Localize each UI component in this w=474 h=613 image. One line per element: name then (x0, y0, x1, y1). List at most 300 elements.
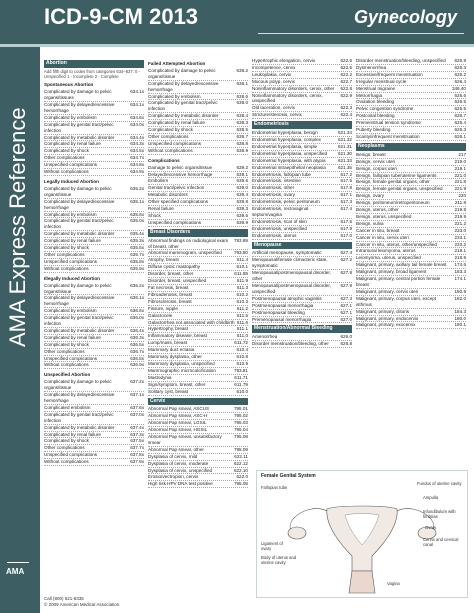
code-row (148, 100, 248, 113)
code-row (148, 113, 248, 120)
code-row (44, 362, 144, 369)
code-row (148, 165, 248, 172)
subsection-title: Unspecified Abortion (44, 372, 91, 378)
code-value: 635.7x (130, 251, 144, 257)
code-value: 233.2 (454, 241, 466, 247)
code-row (356, 166, 466, 173)
code-row (44, 425, 144, 432)
code-label: Malignant, primary, cervix uteri (356, 288, 419, 294)
code-value: 233.0 (454, 227, 466, 233)
code-row (356, 113, 466, 120)
code-value: 795.01 (233, 406, 248, 412)
column-menstruation-neoplasms (356, 58, 466, 329)
code-value: 610.8 (236, 354, 248, 360)
code-label: Abnormal Pap smear, ASCUS (148, 406, 210, 412)
code-label: Erosion/ectropion, cervix (148, 474, 199, 480)
code-label: Abnormal Pap smear, LGSIL (148, 420, 207, 426)
code-row (356, 79, 466, 86)
code-label: Malignant, primary, clitoris (356, 308, 410, 314)
code-label: High risk HPV DNA test positive (148, 481, 213, 487)
code-value: 638.1 (236, 80, 248, 86)
code-row (148, 134, 248, 141)
code-row (356, 276, 466, 289)
code-label: Benign, uterus, other (356, 207, 399, 213)
code-value: 617.4 (340, 206, 352, 212)
code-value: 617.2 (340, 171, 352, 177)
code-value: 636.8x (130, 355, 144, 361)
code-value: 621.33 (337, 157, 352, 163)
code-value: 622.11 (234, 453, 248, 459)
code-value: 793.80 (233, 250, 248, 256)
code-label: Endometrial hyperplasia, complex (252, 136, 321, 142)
code-row (356, 235, 466, 242)
specialty-title: Gynecology (354, 7, 458, 27)
code-label: Fibroadenosis, breast (148, 291, 193, 297)
code-row (44, 328, 144, 335)
code-row (252, 151, 352, 158)
code-label: Leukoplakia, cervix (252, 71, 292, 77)
code-row (44, 295, 144, 308)
code-label: Mastodynia (148, 374, 172, 380)
label-ampulla: Ampulla (423, 495, 439, 500)
code-label: Postcoital bleeding (356, 113, 395, 119)
code-row (252, 72, 352, 79)
code-label: Leiomyoma, uterus, unspecified (356, 255, 421, 261)
code-value: 626.4 (454, 78, 466, 84)
code-value: 183.3 (454, 269, 466, 275)
code-label: Menopausal/postmenopausal disorder, other (252, 270, 331, 282)
code-label: Dysplasia of cervix, moderate (148, 460, 209, 466)
code-row (148, 81, 248, 94)
code-value: 637.9x (130, 459, 144, 465)
code-row (148, 313, 248, 320)
code-label: Hypertrophic elongation, cervix (252, 58, 316, 63)
code-label: Mammary duct ectasia (148, 347, 195, 353)
code-value: 610.0 (236, 388, 248, 394)
code-row (252, 283, 352, 296)
footer-phone: Call (800) 621-8335 (44, 596, 84, 601)
code-label: Sign/symptom, breast, other (148, 381, 206, 387)
code-label: Old laceration, cervix (252, 105, 295, 111)
code-row (148, 285, 248, 292)
female-genital-system-figure (256, 470, 468, 598)
code-value: 635.0x (130, 218, 144, 224)
code-value: 637.7x (130, 445, 144, 451)
code-value: 634.3x (130, 141, 144, 147)
code-label: Malignant, primary, central portion female breast (356, 276, 441, 287)
code-label: Benign, breast (356, 151, 386, 157)
code-value: 639.0 (236, 185, 248, 191)
code-value: 636.9x (130, 362, 144, 368)
code-row (44, 335, 144, 342)
code-row (148, 340, 248, 347)
code-label: Disorder menstruation/bleeding, unspecified (356, 58, 446, 63)
code-label: Without complications (44, 265, 89, 271)
section-header: Endometriosis (252, 121, 352, 129)
code-value: 610.3 (236, 298, 248, 304)
code-row (148, 461, 248, 468)
code-label: Ovulation bleeding (356, 99, 395, 105)
code-label: Complicated by damage to pelvic organs/tissue (44, 282, 112, 294)
code-row (44, 445, 144, 452)
code-label: Complicated by renal failure (44, 334, 101, 340)
code-row (252, 185, 352, 192)
code-label: Premenstrual tension syndrome (356, 120, 421, 126)
code-label: Intramural leiomyoma, uterus (356, 248, 416, 254)
code-value: 635.3x (130, 238, 144, 244)
code-label: Benign, cervix uteri (356, 158, 396, 164)
code-row (44, 199, 144, 212)
code-label: Complicated by delayed/excessive hemorrhage (44, 102, 115, 113)
code-label: Fissure, nipple (148, 305, 178, 311)
code-value: 219.9 (454, 213, 466, 219)
code-label: Cancer in situ, cervix uteri (356, 234, 409, 240)
code-label: Endometrial hyperplasia, unspecified (252, 150, 328, 156)
code-label: Postmenopausal menorrhagia (252, 302, 314, 308)
code-label: Other complications (44, 348, 85, 354)
code-label: Abnormal Pap smear, HGSIL (148, 427, 208, 433)
code-value: 182.0 (454, 295, 466, 301)
code-value: 622.10 (233, 467, 248, 473)
code-label: Without complications (44, 169, 89, 175)
code-row (252, 270, 352, 283)
code-row (44, 342, 144, 349)
code-label: Complicated by metabolic disorder (44, 424, 115, 430)
code-label: Complicated by genital tract/pelvic infection (44, 315, 114, 327)
code-label: Complicated by metabolic disorder (44, 134, 115, 140)
code-row (148, 306, 248, 313)
code-value: 627.1 (340, 302, 352, 308)
code-label: Without complications (148, 147, 193, 153)
code-row (148, 434, 248, 447)
code-value: 627.1 (340, 309, 352, 315)
code-row (252, 112, 352, 119)
code-row (44, 459, 144, 466)
code-value: 610.1 (236, 264, 248, 270)
column-abortion (44, 58, 144, 466)
code-label: Endometrial hyperplasia, simple (252, 143, 318, 149)
code-value: 637.3x (130, 431, 144, 437)
code-row (148, 120, 248, 127)
code-label: Complicated by renal failure (44, 238, 101, 244)
label-fundus: Fundus of uterine cavity (417, 481, 462, 486)
code-row (148, 238, 248, 251)
code-value: 639.8 (236, 199, 248, 205)
code-value: 611.79 (234, 381, 248, 387)
code-value: 638.6 (236, 93, 248, 99)
code-value: 218.1 (454, 248, 466, 254)
code-label: Benign, ovary (356, 193, 385, 199)
code-value: 795.09 (233, 446, 248, 452)
code-value: 635.1x (130, 198, 144, 204)
code-label: Inflammatory disease, breast (148, 333, 207, 339)
code-value: 627.9 (340, 283, 352, 288)
code-row (44, 186, 144, 199)
code-value: 795.04 (233, 427, 248, 433)
code-value: 636.3x (130, 334, 144, 340)
code-value: 611.1 (236, 326, 248, 332)
code-row (44, 379, 144, 392)
code-row (44, 231, 144, 238)
code-value: 637.4x (130, 424, 144, 430)
code-label: Dysplasia of cervix, unspecified (148, 467, 213, 473)
code-row (252, 296, 352, 303)
code-row (148, 220, 248, 227)
code-label: Menopausal/female climacteric state, symptomatic (252, 257, 328, 269)
code-label: Scanty/infrequent menstruation (356, 133, 420, 139)
code-row (356, 173, 466, 180)
section-header: Abortion (44, 60, 144, 68)
code-label: Complicated by delayed/excessive hemorrhage (44, 198, 115, 210)
code-row (44, 308, 144, 315)
code-label: Unspecified complications (44, 258, 98, 264)
code-value: 637.8x (130, 452, 144, 458)
code-label: Disorder menstruation/bleeding, other (252, 341, 329, 347)
code-label: Disorder, breast, other (148, 271, 194, 277)
subsection-title: Spontaneous Abortion (44, 82, 94, 88)
code-value: 636.7x (130, 348, 144, 354)
code-row (44, 252, 144, 259)
code-row (252, 341, 352, 348)
code-value: 636.1x (130, 295, 144, 301)
code-label: Complicated embolism (44, 404, 91, 410)
code-row (148, 406, 248, 413)
code-value: 635.6x (130, 211, 144, 217)
code-row (148, 481, 248, 488)
code-row (356, 221, 466, 228)
code-row (148, 427, 248, 434)
code-row (148, 148, 248, 155)
code-row (148, 382, 248, 389)
code-label: Dysplasia of cervix, mild (148, 453, 198, 459)
code-value: 639.6 (236, 178, 248, 184)
code-row (252, 257, 352, 270)
code-label: Noninflammatory disorders, cervix, other (252, 85, 335, 91)
code-label: Postmenopausal atrophic vaginitis (252, 295, 322, 301)
code-label: Benign, female genital organs, other (356, 179, 430, 185)
section-header: Neoplasms (356, 143, 466, 151)
code-label: Complicated by shock (44, 245, 89, 251)
code-value: 626.8 (340, 341, 352, 347)
code-label: Genital tract/pelvic infection (148, 185, 205, 191)
code-value: 180.9 (454, 288, 466, 294)
code-label: Endometriosis, uterus (252, 232, 297, 238)
code-value: 639.9 (236, 219, 248, 225)
code-value: 634.5x (130, 148, 144, 154)
code-value: 611.5 (236, 312, 248, 318)
code-value: 622.4 (340, 112, 352, 118)
code-value: 346.40 (451, 85, 466, 91)
code-value: 622.9 (340, 92, 352, 98)
code-row (148, 413, 248, 420)
code-row (252, 206, 352, 219)
code-row (252, 303, 352, 310)
code-row (148, 94, 248, 101)
code-row (356, 179, 466, 186)
code-row (148, 178, 248, 185)
code-value: 217 (458, 151, 466, 157)
code-label: Complicated by embolism (44, 114, 97, 120)
label-cervix: Cervix and cervical canal (423, 537, 459, 547)
subsection-title: Illegally Induced Abortion (44, 275, 100, 281)
code-value: 634.4x (130, 134, 144, 140)
code-label: Benign, uterus, unspecified (356, 213, 412, 219)
code-value: 625.5 (454, 106, 466, 112)
code-row (252, 317, 352, 324)
code-row (148, 264, 248, 271)
code-label: Endometriosis, scar of skin (252, 218, 307, 224)
figure-title: Female Genital System (261, 473, 316, 479)
label-body-of-uterus: Body of uterus and uterine cavity (261, 555, 297, 565)
code-label: Endometrial hyperplasia, with atypia (252, 157, 326, 163)
code-label: Complicated by renal failure (44, 431, 101, 437)
code-value: 638.7 (236, 133, 248, 139)
code-row (356, 58, 466, 65)
code-row (252, 137, 352, 144)
code-label: Abnormal Pap smear, ASC-H (148, 413, 208, 419)
code-label: Premenopausal menorrhagia (252, 316, 312, 322)
code-value: 611.3 (236, 285, 248, 290)
code-row (356, 200, 466, 207)
code-label: Complicated by damage to pelvic organs/tissue (44, 379, 112, 391)
code-row (148, 375, 248, 382)
code-label: Fibrosclerosis, breast (148, 298, 192, 304)
label-ovary: Ovary (425, 525, 437, 530)
code-row (148, 326, 248, 333)
code-label: Complicated by metabolic disorder (44, 231, 115, 237)
code-label: Complicated by embolism (44, 211, 97, 217)
code-label: Endometriosis, ovary (252, 192, 295, 198)
code-row (252, 165, 352, 172)
code-row (356, 242, 466, 249)
code-label: Embolism (148, 178, 169, 184)
code-row (252, 199, 352, 206)
code-row (252, 250, 352, 257)
code-row (148, 250, 248, 257)
code-value: 637.5x (130, 438, 144, 444)
code-label: Complicated by renal failure (148, 120, 205, 126)
code-row (44, 283, 144, 296)
code-row (356, 255, 466, 262)
code-row (44, 238, 144, 245)
code-label: Mammary dysplasia, unspecified (148, 360, 215, 366)
code-row (356, 316, 466, 323)
code-label: Mammary dysplasia, other (148, 354, 202, 360)
code-row (356, 106, 466, 113)
code-value: 220 (458, 193, 466, 199)
code-label: Complicated by shock (148, 127, 193, 133)
code-row (356, 296, 466, 309)
code-label: Artificial menopause, symptomatic (252, 250, 322, 256)
code-value: 634.9x (130, 169, 144, 175)
code-label: Menopausal/postmenopausal disorder, unspecified (252, 283, 331, 294)
code-label: Stricture/stenosis, cervix (252, 112, 302, 118)
code-value: 635.4x (130, 231, 144, 237)
code-row (148, 172, 248, 179)
code-label: Benign, female genital organs, unspecified (356, 186, 443, 192)
code-label: Complicated by shock (44, 438, 89, 444)
code-row (148, 454, 248, 461)
code-value: 617.9 (340, 225, 352, 231)
code-value: 639.5 (236, 212, 248, 218)
code-row (148, 278, 248, 285)
code-value: 635.9x (130, 265, 144, 271)
code-label: Endometriosis, unspecified (252, 225, 307, 231)
code-value: 611.71 (234, 374, 248, 380)
code-label: Complicated by genital tract/pelvic infection (44, 121, 114, 133)
code-label: Complicated by metabolic disorder (148, 113, 219, 119)
header-bar (0, 0, 474, 47)
code-label: Complicated by embolism (44, 308, 97, 314)
code-row (148, 271, 248, 278)
code-label: Cancer in situ, uterus, other/unspecified (356, 241, 437, 247)
code-value: 621.35 (337, 164, 352, 170)
code-value: 795.05 (233, 481, 248, 487)
code-label: Endometrial intraepithelial neoplasia (252, 164, 326, 170)
code-label: Other complications (148, 133, 189, 139)
code-value: 636.6x (130, 308, 144, 314)
code-value: 611.0 (236, 333, 248, 339)
code-label: Abnormal Pap smear, other (148, 446, 204, 452)
code-label: Endometriosis, pelvic peritoneum (252, 199, 320, 205)
code-row (252, 65, 352, 72)
code-label: Mammographic microcalcification (148, 367, 216, 373)
code-row (148, 474, 248, 481)
footer-copyright: © 2009 American Medical Association (44, 602, 120, 607)
code-row (356, 65, 466, 72)
code-value: 635.5x (130, 245, 144, 251)
code-value: 627.8 (340, 270, 352, 276)
code-label: Complicated by renal failure (44, 141, 101, 147)
code-value: 795.03 (233, 420, 248, 426)
code-value: 611.2 (236, 305, 248, 311)
code-row (252, 219, 352, 226)
code-label: Complicated by shock (44, 341, 89, 347)
code-label: Shock (148, 212, 161, 218)
code-value: 610.4 (236, 347, 248, 353)
label-infundibulum: Infundibulum with fimbriae (423, 509, 456, 519)
code-value: 617.1 (340, 192, 352, 198)
code-row (148, 447, 248, 454)
header-rule (258, 33, 464, 34)
code-row (44, 212, 144, 219)
code-label: Other complications (44, 445, 85, 451)
code-value: 634.6x (130, 114, 144, 120)
code-value: 621.30 (337, 150, 352, 156)
code-row (44, 356, 144, 363)
code-row (356, 214, 466, 221)
subsection-title: Legally Induced Abortion (44, 179, 99, 184)
code-value: 639.4 (236, 192, 248, 198)
code-value: 174.6 (454, 262, 466, 268)
code-row (356, 269, 466, 276)
code-row (356, 186, 466, 193)
code-label: Lump/mass, breast (148, 340, 188, 346)
subsection-title: Complications (148, 157, 180, 163)
code-label: Malignant, primary, exocervix (356, 322, 416, 328)
code-value: 221.8 (454, 179, 466, 185)
code-row (44, 412, 144, 425)
code-row (148, 185, 248, 192)
code-value: 617.0 (340, 232, 352, 238)
code-value: 638.4 (236, 113, 248, 119)
code-label: Abnormal findings on radiological exam of breast, other (148, 237, 229, 249)
code-row (148, 420, 248, 427)
code-label: Excessive/frequent menstruation (356, 71, 423, 77)
footer (44, 596, 119, 608)
code-label: Damage to pelvic organs/tissue (148, 164, 213, 170)
code-value: 622.3 (340, 105, 352, 111)
